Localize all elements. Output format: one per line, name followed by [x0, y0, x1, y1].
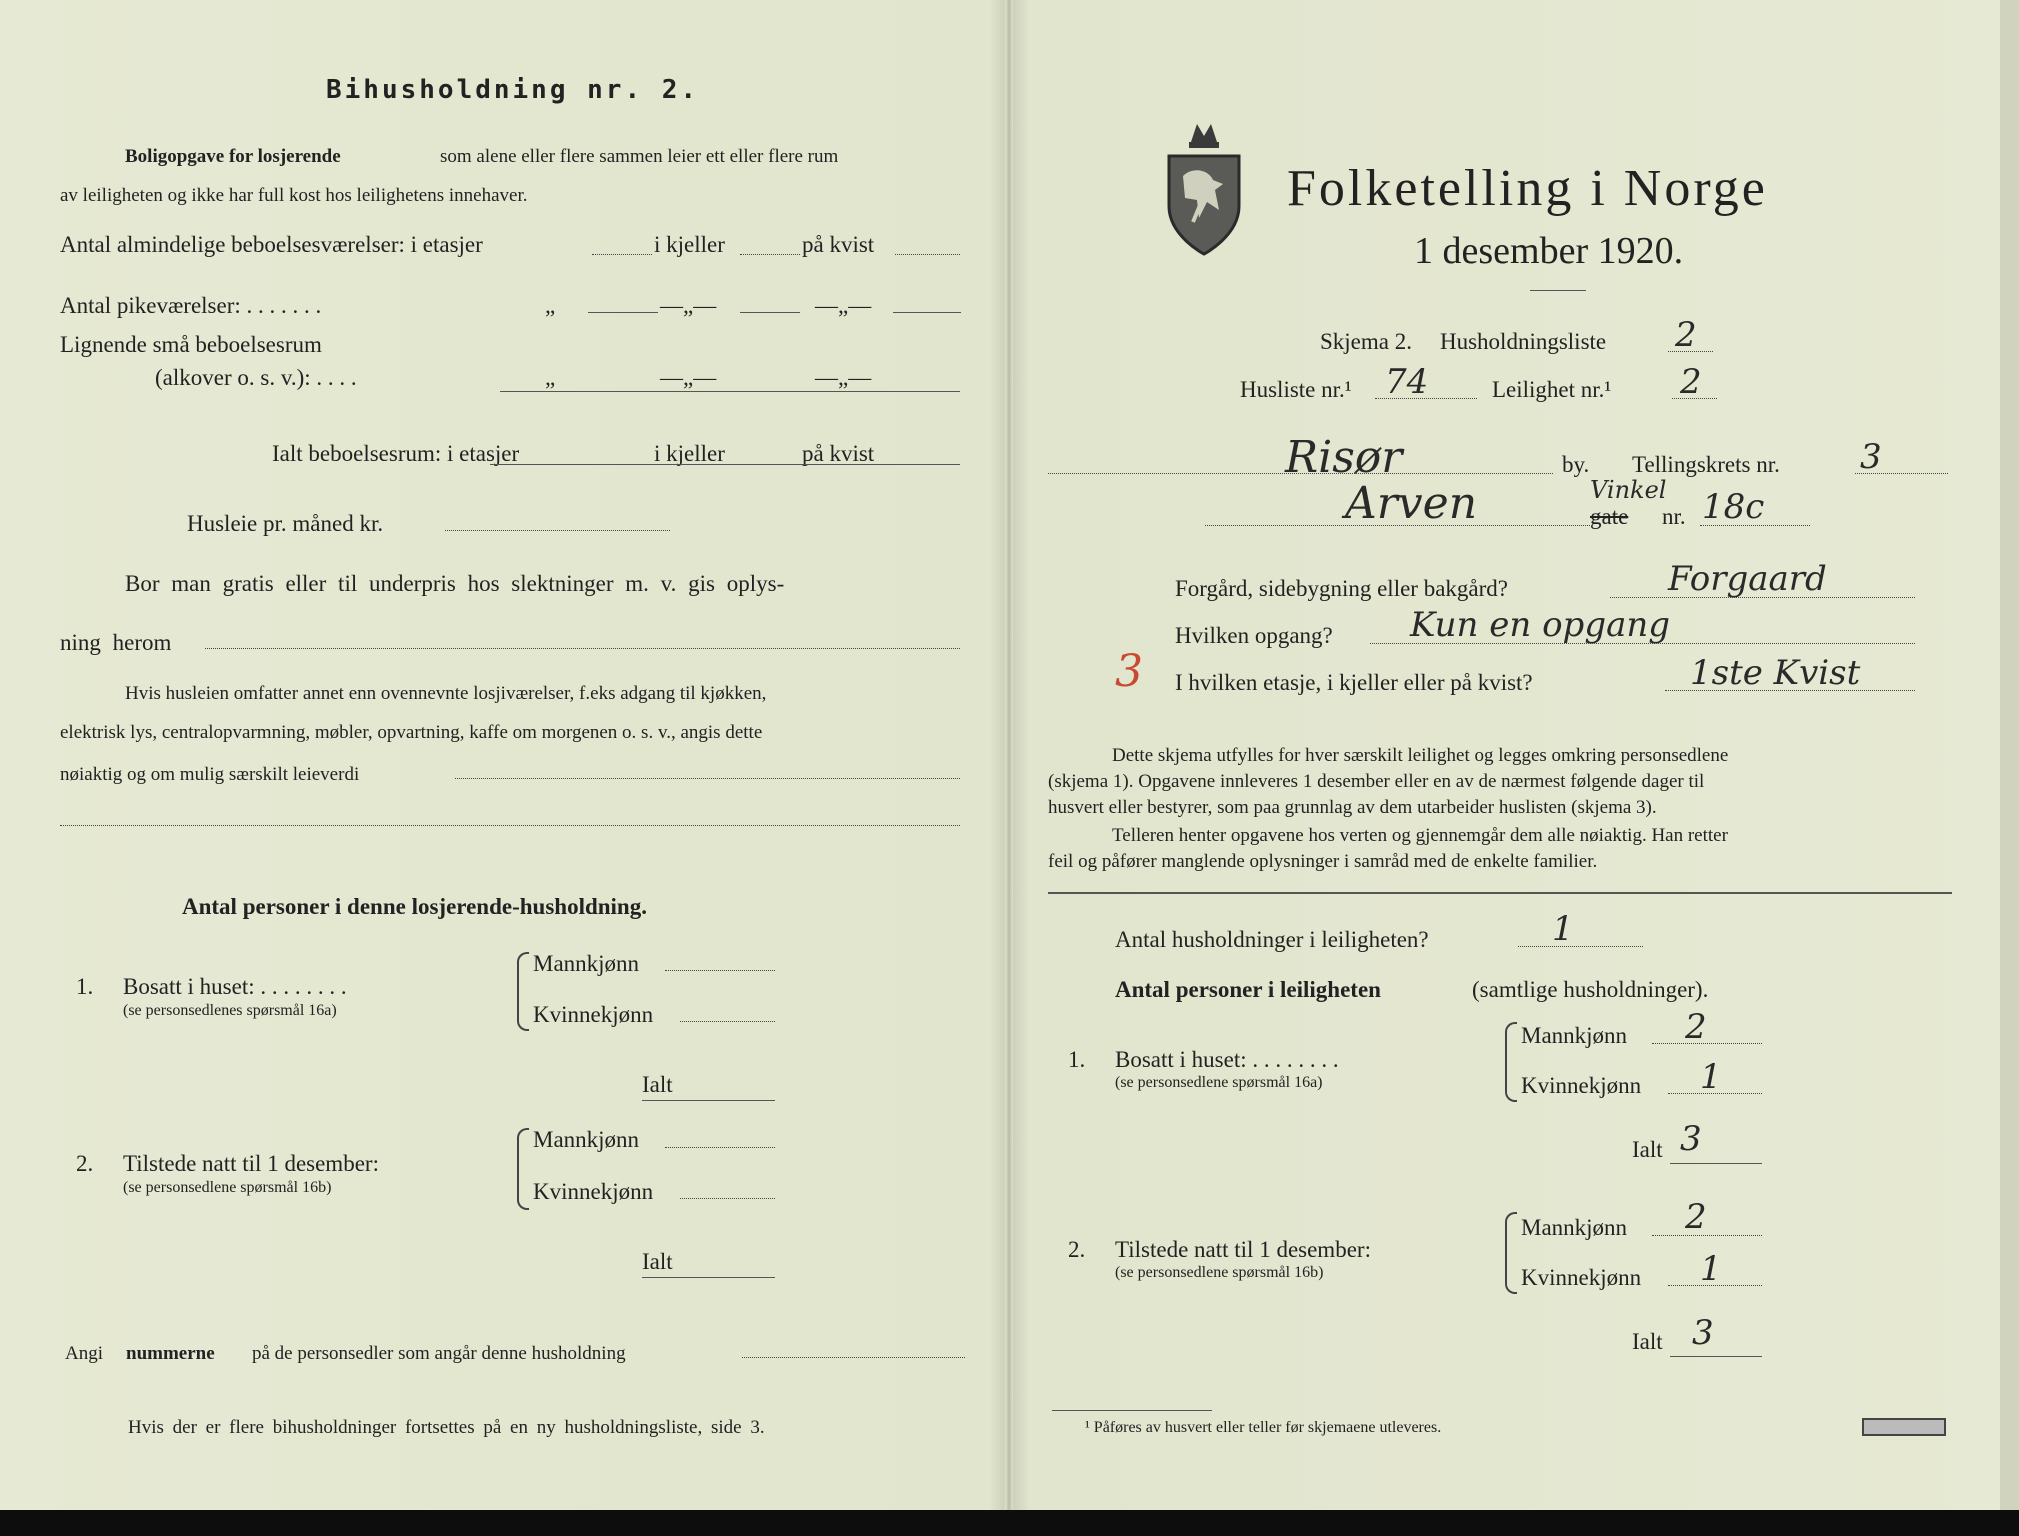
free-text-1: Bor man gratis eller til underpris hos slektninger m. v. gis oplys-: [125, 571, 785, 596]
instruction-4: Telleren henter opgavene hos verten og gjennemgår dem alle nøiaktig. Han retter: [1112, 825, 1728, 846]
free-text-2: ning herom: [60, 630, 172, 655]
district-label: Tellingskrets nr.: [1632, 452, 1780, 477]
street-correction: Vinkel: [1590, 476, 1667, 504]
right-q1-brace: [1505, 1022, 1517, 1102]
left-q2-label: Tilstede natt til 1 desember:: [123, 1151, 379, 1176]
rooms-etasjer-line: [592, 254, 652, 255]
households-answer: 1: [1552, 909, 1574, 949]
right-q1-female-value: 1: [1700, 1057, 1722, 1097]
rooms-attic-line: [895, 254, 960, 255]
entrance-question: Hvilken opgang?: [1175, 623, 1333, 648]
right-q2-male: Mannkjønn: [1521, 1215, 1628, 1240]
right-persons-rest: (samtlige husholdninger).: [1472, 977, 1709, 1002]
scan-edge-right: [2000, 0, 2019, 1536]
title-divider: [1530, 290, 1586, 291]
households-question: Antal husholdninger i leiligheten?: [1115, 927, 1429, 952]
left-q1-total-line: [642, 1100, 775, 1101]
total-in-cellar: i kjeller: [654, 441, 725, 466]
left-q2-total-line: [642, 1277, 775, 1278]
yard-question: Forgård, sidebygning eller bakgård?: [1175, 576, 1508, 601]
form-title: Folketelling i Norge: [1287, 160, 1768, 217]
instruction-3: husvert eller bestyrer, som paa grunnlag av dem utarbeider huslisten (skjema 3).: [1048, 797, 1657, 818]
street-number-line: [1700, 525, 1810, 526]
right-q2-sub: (se personsedlene spørsmål 16b): [1115, 1264, 1324, 1281]
right-q2-female-value: 1: [1700, 1249, 1722, 1289]
intro-bold: Boligopgave for losjerende: [125, 146, 341, 167]
rent-label: Husleie pr. måned kr.: [187, 511, 384, 536]
rooms-label: Antal almindelige beboelsesværelser: i etasjer: [60, 232, 483, 257]
left-q1-number: 1.: [76, 974, 94, 999]
footnote-rule: [1052, 1410, 1212, 1411]
right-q2-male-value: 2: [1685, 1197, 1707, 1237]
floor-margin-mark: 3: [1115, 646, 1143, 697]
scan-edge-bottom: [0, 1510, 2019, 1536]
apartment-number: 2: [1680, 362, 1702, 402]
instruction-divider: [1048, 892, 1952, 894]
street-label: gate: [1590, 504, 1629, 529]
maid-line-2: [740, 312, 800, 313]
district-number: 3: [1860, 437, 1882, 477]
right-q1-total-value: 3: [1680, 1119, 1702, 1159]
right-q2-total-line: [1670, 1356, 1762, 1357]
rent-line: [445, 530, 670, 531]
right-persons-bold: Antal personer i leiligheten: [1115, 977, 1381, 1002]
households-line: [1518, 946, 1643, 947]
footnote: ¹ Påføres av husvert eller teller før skjemaene utleveres.: [1085, 1419, 1442, 1436]
form-date: 1 desember 1920.: [1414, 230, 1684, 272]
left-q2-sub: (se personsedlene spørsmål 16b): [123, 1179, 332, 1196]
maid-ditto-3: —„—: [815, 293, 872, 318]
rent-note-3: nøiaktig og om mulig særskilt leieverdi: [60, 764, 360, 785]
floor-question: I hvilken etasje, i kjeller eller på kvist?: [1175, 670, 1533, 695]
right-q1-total-line: [1670, 1163, 1762, 1164]
left-q2-male: Mannkjønn: [533, 1127, 640, 1152]
right-q1-female-line: [1668, 1093, 1762, 1094]
total-rooms-line: [490, 464, 960, 465]
apartment-label: Leilighet nr.¹: [1492, 377, 1612, 402]
left-persons-heading: Antal personer i denne losjerende-husholdning.: [182, 894, 647, 919]
total-rooms-label: Ialt beboelsesrum: i etasjer: [272, 441, 520, 466]
numbers-note-b: nummerne: [126, 1343, 215, 1364]
household-list-number: 2: [1675, 315, 1697, 355]
schema-label: Skjema 2.: [1320, 329, 1412, 354]
left-q1-total: Ialt: [642, 1072, 673, 1097]
left-page-title: Bihusholdning nr. 2.: [326, 75, 700, 105]
right-q2-female: Kvinnekjønn: [1521, 1265, 1642, 1290]
left-q1-male-line: [665, 970, 775, 971]
numbers-note-c: på de personsedler som angår denne husholdning: [252, 1343, 626, 1364]
printer-stamp: [1862, 1418, 1946, 1436]
street-nr-label: nr.: [1662, 504, 1686, 529]
right-q2-number: 2.: [1068, 1237, 1086, 1262]
maid-ditto-2: —„—: [660, 293, 717, 318]
apartment-line: [1672, 398, 1717, 399]
left-q2-brace: [517, 1128, 529, 1210]
page-fold: [1005, 0, 1013, 1510]
small-ditto-3: —„—: [815, 365, 872, 390]
rooms-on-attic: på kvist: [802, 232, 875, 257]
rent-note-2: elektrisk lys, centralopvarmning, møbler, opvartning, kaffe om morgenen o. s. v., angis dette: [60, 722, 763, 743]
right-q2-total-value: 3: [1692, 1313, 1714, 1353]
right-q2-female-line: [1668, 1285, 1762, 1286]
district-line: [1855, 473, 1948, 474]
norway-coat-of-arms-icon: [1163, 114, 1245, 264]
floor-answer: 1ste Kvist: [1690, 653, 1861, 693]
rent-value-line: [455, 778, 960, 779]
left-q2-female: Kvinnekjønn: [533, 1179, 654, 1204]
right-q1-number: 1.: [1068, 1047, 1086, 1072]
maid-rooms-label: Antal pikeværelser: . . . . . . .: [60, 293, 322, 318]
house-list-label: Husliste nr.¹: [1240, 377, 1352, 402]
left-q2-number: 2.: [76, 1151, 94, 1176]
extra-line: [60, 825, 960, 826]
maid-line-3: [893, 312, 961, 313]
yard-answer: Forgaard: [1668, 559, 1827, 599]
numbers-line: [742, 1357, 965, 1358]
instruction-1: Dette skjema utfylles for hver særskilt leilighet og legges omkring personsedlene: [1112, 745, 1729, 766]
right-q2-male-line: [1652, 1235, 1762, 1236]
small-rooms-label-2: (alkover o. s. v.): . . . .: [155, 365, 357, 390]
instruction-2: (skjema 1). Opgavene innleveres 1 desember eller en av de nærmest følgende dager til: [1048, 771, 1705, 792]
house-list-number: 74: [1385, 362, 1429, 402]
rooms-in-cellar: i kjeller: [654, 232, 725, 257]
right-q2-brace: [1505, 1212, 1517, 1294]
city-line: [1048, 473, 1553, 474]
maid-ditto: „: [545, 293, 556, 318]
instruction-5: feil og påfører manglende oplysninger i samråd med de enkelte familier.: [1048, 851, 1598, 872]
street-handwritten: Arven: [1345, 478, 1478, 529]
entrance-line: [1370, 643, 1915, 644]
entrance-answer: Kun en opgang: [1410, 605, 1671, 645]
small-rooms-label-1: Lignende små beboelsesrum: [60, 332, 322, 357]
intro-text-2: av leiligheten og ikke har full kost hos leilighetens innehaver.: [60, 185, 528, 206]
left-footer: Hvis der er flere bihusholdninger fortsettes på en ny husholdningsliste, side 3.: [128, 1417, 765, 1438]
numbers-note-a: Angi: [65, 1343, 103, 1364]
right-q1-total: Ialt: [1632, 1137, 1663, 1162]
right-q1-male-line: [1652, 1043, 1762, 1044]
small-rooms-line: [500, 391, 960, 392]
right-q1-sub: (se personsedlene spørsmål 16a): [1115, 1074, 1323, 1091]
right-q2-label: Tilstede natt til 1 desember:: [1115, 1237, 1371, 1262]
left-q1-brace: [517, 952, 529, 1031]
total-on-attic: på kvist: [802, 441, 875, 466]
yard-line: [1610, 597, 1915, 598]
left-q1-sub: (se personsedlenes spørsmål 16a): [123, 1002, 337, 1019]
household-list-line: [1668, 351, 1713, 352]
right-q1-male: Mannkjønn: [1521, 1023, 1628, 1048]
rent-note-1: Hvis husleien omfatter annet enn ovennevnte losjiværelser, f.eks adgang til kjøkken,: [125, 683, 767, 704]
left-q2-total: Ialt: [642, 1249, 673, 1274]
left-q2-male-line: [665, 1147, 775, 1148]
left-q1-female-line: [680, 1021, 775, 1022]
street-number: 18c: [1702, 487, 1765, 527]
right-q1-male-value: 2: [1685, 1007, 1707, 1047]
street-line: [1205, 525, 1590, 526]
left-q1-female: Kvinnekjønn: [533, 1002, 654, 1027]
floor-line: [1665, 690, 1915, 691]
small-ditto-2: —„—: [660, 365, 717, 390]
city-handwritten: Risør: [1285, 432, 1403, 483]
city-label: by.: [1562, 452, 1590, 477]
right-q1-female: Kvinnekjønn: [1521, 1073, 1642, 1098]
free-line: [205, 648, 960, 649]
left-q1-label: Bosatt i huset: . . . . . . . .: [123, 974, 347, 999]
small-ditto: „: [545, 365, 556, 390]
right-q1-label: Bosatt i huset: . . . . . . . .: [1115, 1047, 1339, 1072]
left-q1-male: Mannkjønn: [533, 951, 640, 976]
intro-text-1: som alene eller flere sammen leier ett eller flere rum: [440, 146, 839, 167]
right-q2-total: Ialt: [1632, 1329, 1663, 1354]
household-list-label: Husholdningsliste: [1440, 329, 1607, 354]
house-list-line: [1375, 398, 1477, 399]
left-q2-female-line: [680, 1198, 775, 1199]
maid-line-1: [588, 312, 658, 313]
rooms-cellar-line: [740, 254, 800, 255]
